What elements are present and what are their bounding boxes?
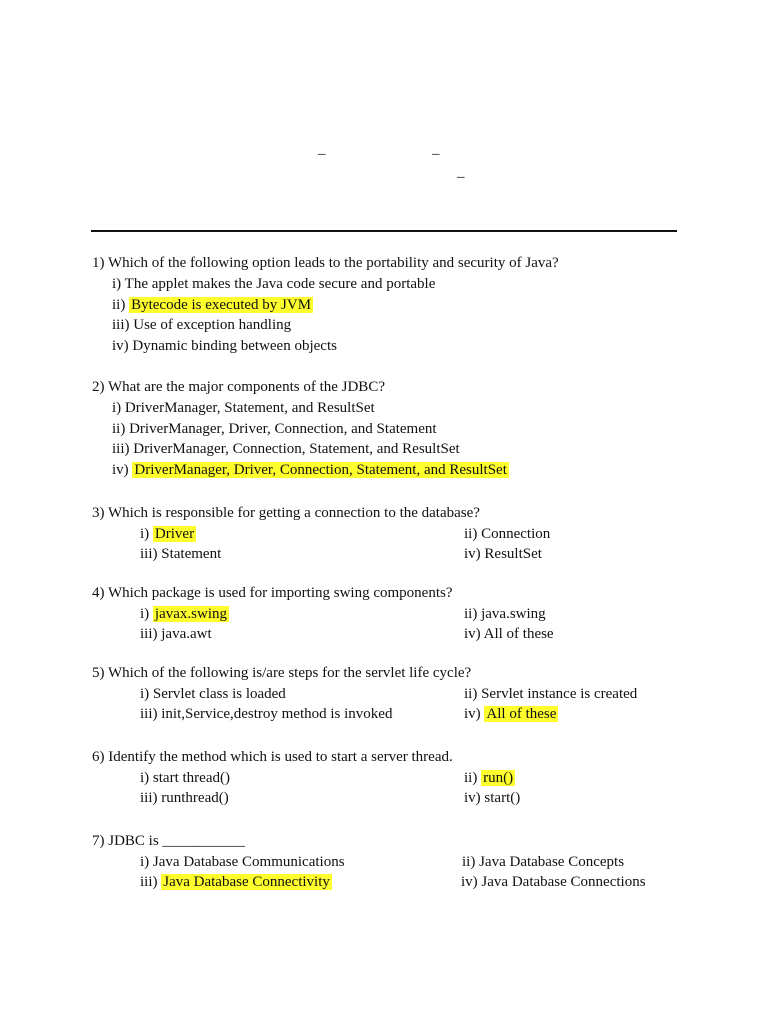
option-6-iii: iii) runthread()	[140, 790, 229, 807]
question-stem: 2) What are the major components of the JDBC?	[92, 379, 385, 395]
option-4-ii: ii) java.swing	[464, 605, 546, 622]
option-5-ii: ii) Servlet instance is created	[464, 685, 638, 702]
answer-highlight: DriverManager, Driver, Connection, Statement, and ResultSet	[134, 462, 507, 479]
option-3-i: i) Driver	[140, 525, 195, 542]
answer-highlight: javax.swing	[154, 605, 227, 622]
question-stem: 3) Which is responsible for getting a connection to the database?	[92, 505, 480, 521]
option-5-iv: iv) All of these	[464, 706, 557, 723]
question-3	[92, 503, 692, 565]
option-4-iii: iii) java.awt	[140, 626, 212, 643]
answer-highlight: run()	[483, 769, 514, 786]
option-row	[92, 524, 692, 545]
header-divider	[91, 230, 677, 232]
option-row	[92, 604, 692, 625]
option-row	[92, 788, 692, 809]
option-2-iii: iii) DriverManager, Connection, Statement, and ResultSet	[112, 441, 460, 458]
answer-highlight: All of these	[486, 706, 557, 723]
answer-highlight: Java Database Connectivity	[163, 874, 330, 891]
option-5-i: i) Servlet class is loaded	[140, 685, 286, 702]
option-1-iv: iv) Dynamic binding between objects	[112, 338, 337, 355]
question-5	[92, 663, 692, 725]
option-row	[92, 624, 692, 645]
question-stem: 4) Which package is used for importing swing components?	[92, 585, 453, 601]
option-3-iii: iii) Statement	[140, 546, 222, 563]
question-stem: 7) JDBC is ___________	[92, 833, 245, 849]
question-stem: 5) Which of the following is/are steps for the servlet life cycle?	[92, 665, 472, 681]
option-2-iv: iv) DriverManager, Driver, Connection, Statement, and ResultSet	[112, 462, 507, 479]
question-stem: 1) Which of the following option leads to the portability and security of Java?	[92, 255, 559, 271]
question-2	[92, 377, 692, 481]
header-dash-3: _	[457, 164, 465, 180]
answer-highlight: Bytecode is executed by JVM	[131, 296, 312, 313]
option-3-ii: ii) Connection	[464, 525, 551, 542]
option-4-i: i) javax.swing	[140, 605, 227, 622]
option-1-iii: iii) Use of exception handling	[112, 317, 292, 334]
option-5-iii: iii) init,Service,destroy method is invoked	[140, 706, 393, 723]
option-2-ii: ii) DriverManager, Driver, Connection, and Statement	[112, 420, 437, 437]
option-3-iv: iv) ResultSet	[464, 546, 542, 563]
option-7-iv: iv) Java Database Connections	[461, 874, 646, 891]
question-stem: 6) Identify the method which is used to start a server thread.	[92, 749, 453, 765]
question-1	[92, 253, 692, 357]
option-row	[92, 768, 692, 789]
option-row	[92, 684, 692, 705]
option-row	[92, 544, 692, 565]
option-row	[92, 704, 692, 725]
question-4	[92, 583, 692, 645]
question-7	[92, 831, 692, 893]
option-6-ii: ii) run()	[464, 769, 514, 786]
option-1-ii: ii) Bytecode is executed by JVM	[112, 296, 312, 313]
option-7-i: i) Java Database Communications	[140, 853, 345, 870]
option-6-iv: iv) start()	[464, 790, 521, 807]
option-row	[92, 872, 692, 893]
option-6-i: i) start thread()	[140, 769, 230, 786]
option-row	[92, 852, 692, 873]
header-dash-2: _	[432, 141, 440, 157]
question-6	[92, 747, 692, 809]
option-7-ii: ii) Java Database Concepts	[462, 853, 625, 870]
option-2-i: i) DriverManager, Statement, and ResultSet	[112, 399, 375, 416]
option-1-i: i) The applet makes the Java code secure and portable	[112, 275, 436, 292]
option-4-iv: iv) All of these	[464, 626, 554, 643]
option-7-iii: iii) Java Database Connectivity	[140, 874, 330, 891]
answer-highlight: Driver	[154, 525, 195, 542]
header-dash-1: _	[318, 141, 326, 157]
